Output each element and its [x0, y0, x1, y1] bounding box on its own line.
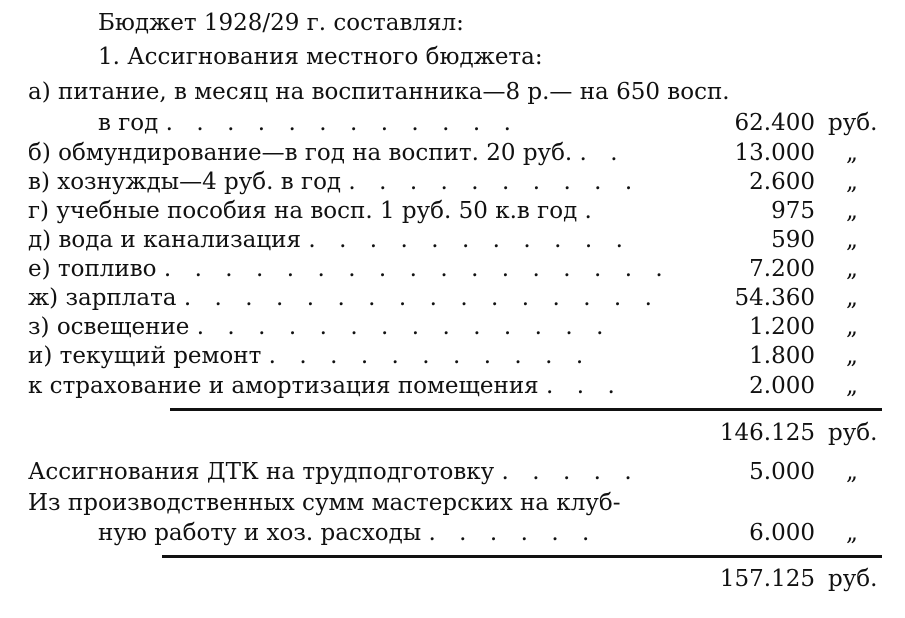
budget-item-leader: . . .: [546, 373, 623, 399]
budget-item-label: ж) зарплата: [28, 285, 177, 311]
subtotal-unit: руб.: [828, 420, 878, 446]
budget-item-leader: . . . . . . . . . . . . . . . . .: [163, 256, 671, 282]
subtotal-amount: 146.125: [719, 420, 815, 446]
budget-item-row: [28, 258, 671, 281]
dtk-unit: „: [846, 459, 858, 485]
budget-item-amount: 2.600: [749, 169, 815, 195]
workshop-leader: . . . . . .: [428, 520, 598, 546]
budget-item-unit: „: [846, 198, 858, 224]
budget-item-label: и) текущий ремонт: [28, 343, 262, 369]
budget-item-amount: 1.200: [749, 314, 815, 340]
budget-item-leader: . .: [579, 140, 626, 166]
budget-item-unit: „: [846, 256, 858, 282]
dtk-label: Ассигнования ДТК на трудподготовку: [28, 459, 495, 485]
total-unit: руб.: [828, 566, 878, 592]
budget-item-unit: „: [846, 227, 858, 253]
workshop-label: ную работу и хоз. расходы: [98, 520, 422, 546]
budget-item-label: в) хознужды—4 руб. в год: [28, 169, 342, 195]
budget-item-unit: „: [846, 343, 858, 369]
budget-item-amount: 13.000: [734, 140, 815, 166]
item-a-line-2: [98, 112, 519, 135]
dtk-leader: . . . . .: [501, 459, 640, 485]
workshop-unit: „: [846, 520, 858, 546]
budget-item-amount: 2.000: [749, 373, 815, 399]
budget-heading: Бюджет 1928/29 г. составлял:: [98, 10, 464, 36]
item-a-amount: 62.400: [734, 110, 815, 136]
budget-item-row: [28, 171, 640, 194]
workshop-line-1: Из производственных сумм мастерских на клуб-: [28, 490, 621, 516]
budget-item-amount: 54.360: [734, 285, 815, 311]
budget-item-row: [28, 142, 626, 165]
budget-item-row: [28, 345, 591, 368]
item-a-leader: . . . . . . . . . . . .: [165, 110, 519, 136]
budget-item-label: е) топливо: [28, 256, 157, 282]
workshop-amount: 6.000: [749, 520, 815, 546]
item-a-unit: руб.: [828, 110, 878, 136]
total-rule: [162, 555, 882, 558]
budget-item-label: з) освещение: [28, 314, 190, 340]
item-a-label: в год: [98, 110, 159, 136]
budget-item-leader: . . . . . . . . . . . . . .: [196, 314, 612, 340]
budget-item-row: [28, 229, 631, 252]
budget-item-row: [28, 287, 660, 310]
budget-item-unit: „: [846, 169, 858, 195]
budget-item-amount: 7.200: [749, 256, 815, 282]
budget-item-leader: .: [584, 198, 600, 224]
budget-item-label: б) обмундирование—в год на воспит. 20 руб.: [28, 140, 573, 166]
budget-item-label: к страхование и амортизация помещения: [28, 373, 539, 399]
budget-item-unit: „: [846, 285, 858, 311]
budget-item-amount: 590: [771, 227, 815, 253]
budget-item-unit: „: [846, 314, 858, 340]
budget-item-row: [28, 200, 600, 223]
budget-item-label: г) учебные пособия на восп. 1 руб. 50 к.в год: [28, 198, 578, 224]
budget-item-leader: . . . . . . . . . . . . . . . .: [183, 285, 661, 311]
subtotal-rule: [170, 408, 882, 411]
budget-item-amount: 975: [771, 198, 815, 224]
total-amount: 157.125: [719, 566, 815, 592]
budget-item-row: [28, 316, 611, 339]
budget-item-row: [28, 375, 623, 398]
workshop-line-2: [98, 522, 597, 545]
budget-item-amount: 1.800: [749, 343, 815, 369]
section-1-heading: 1. Ассигнования местного бюджета:: [98, 44, 543, 70]
item-a-line-1: а) питание, в месяц на воспитанника—8 р.— на 650 восп.: [28, 79, 730, 105]
dtk-line: [28, 461, 640, 484]
budget-item-leader: . . . . . . . . . .: [348, 169, 641, 195]
budget-item-label: д) вода и канализация: [28, 227, 302, 253]
budget-item-leader: . . . . . . . . . . .: [308, 227, 631, 253]
budget-item-leader: . . . . . . . . . . .: [268, 343, 592, 369]
budget-item-unit: „: [846, 373, 858, 399]
budget-item-unit: „: [846, 140, 858, 166]
dtk-amount: 5.000: [749, 459, 815, 485]
